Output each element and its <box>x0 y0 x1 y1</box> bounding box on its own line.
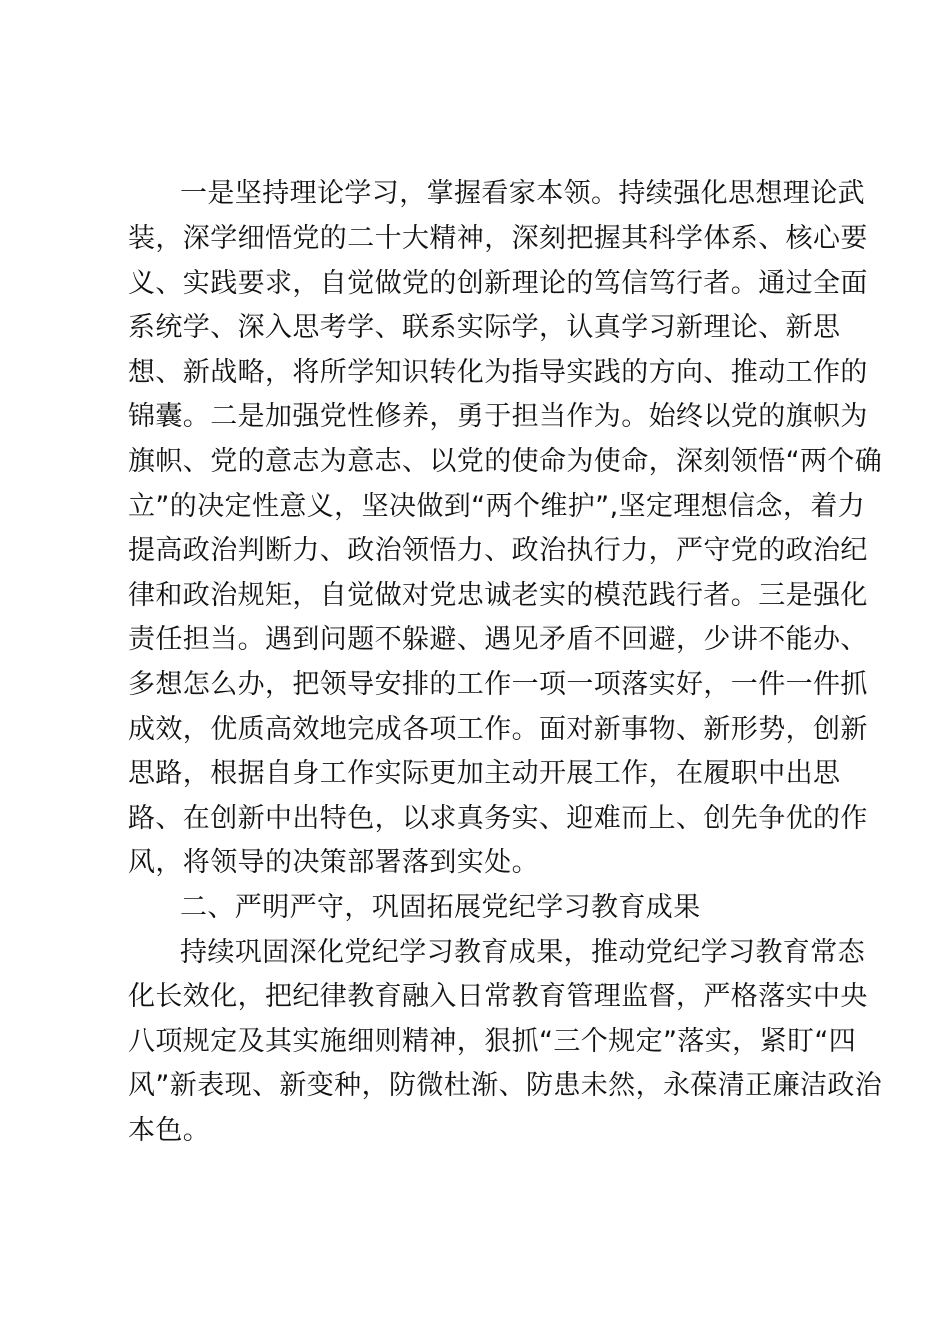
paragraph-line: 本色。 <box>128 1115 211 1146</box>
paragraph-line: 一是坚持理论学习，掌握看家本领。持续强化思想理论武 <box>180 178 865 209</box>
paragraph-line: 系统学、深入思考学、联系实际学，认真学习新理论、新思 <box>128 312 841 343</box>
paragraph-line: 风”新表现、新变种，防微杜渐、防患未然，永葆清正廉洁政治 <box>128 1070 883 1101</box>
paragraph-line: 提高政治判断力、政治领悟力、政治执行力，严守党的政治纪 <box>128 535 868 566</box>
paragraph-line: 风，将领导的决策部署落到实处。 <box>128 847 539 878</box>
paragraph-line: 律和政治规矩，自觉做对党忠诚老实的模范践行者。三是强化 <box>128 580 868 611</box>
paragraph-line: 持续巩固深化党纪学习教育成果，推动党纪学习教育常态 <box>180 937 865 968</box>
paragraph-line: 八项规定及其实施细则精神，狠抓“三个规定”落实，紧盯“四 <box>128 1026 857 1057</box>
paragraph-line: 成效，优质高效地完成各项工作。面对新事物、新形势，创新 <box>128 714 868 745</box>
paragraph-line: 锦囊。二是加强党性修养，勇于担当作为。始终以党的旗帜为 <box>128 401 868 432</box>
paragraph-line: 思路，根据自身工作实际更加主动开展工作，在履职中出思 <box>128 758 841 789</box>
paragraph-line: 责任担当。遇到问题不躲避、遇见矛盾不回避，少讲不能办、 <box>128 624 868 655</box>
paragraph-line: 立”的决定性意义，坚决做到“两个维护”,坚定理想信念，着力 <box>128 491 866 522</box>
paragraph-line: 路、在创新中出特色，以求真务实、迎难而上、创先争优的作 <box>128 803 868 834</box>
paragraph-line: 装，深学细悟党的二十大精神，深刻把握其科学体系、核心要 <box>128 223 868 254</box>
paragraph-line: 化长效化，把纪律教育融入日常教育管理监督，严格落实中央 <box>128 981 868 1012</box>
paragraph-line: 想、新战略，将所学知识转化为指导实践的方向、推动工作的 <box>128 357 868 388</box>
paragraph-line: 多想怎么办，把领导安排的工作一项一项落实好，一件一件抓 <box>128 669 868 700</box>
section-heading: 二、严明严守，巩固拓展党纪学习教育成果 <box>180 892 701 923</box>
paragraph-line: 旗帜、党的意志为意志、以党的使命为使命，深刻领悟“两个确 <box>128 446 883 477</box>
paragraph-line: 义、实践要求，自觉做党的创新理论的笃信笃行者。通过全面 <box>128 268 868 299</box>
